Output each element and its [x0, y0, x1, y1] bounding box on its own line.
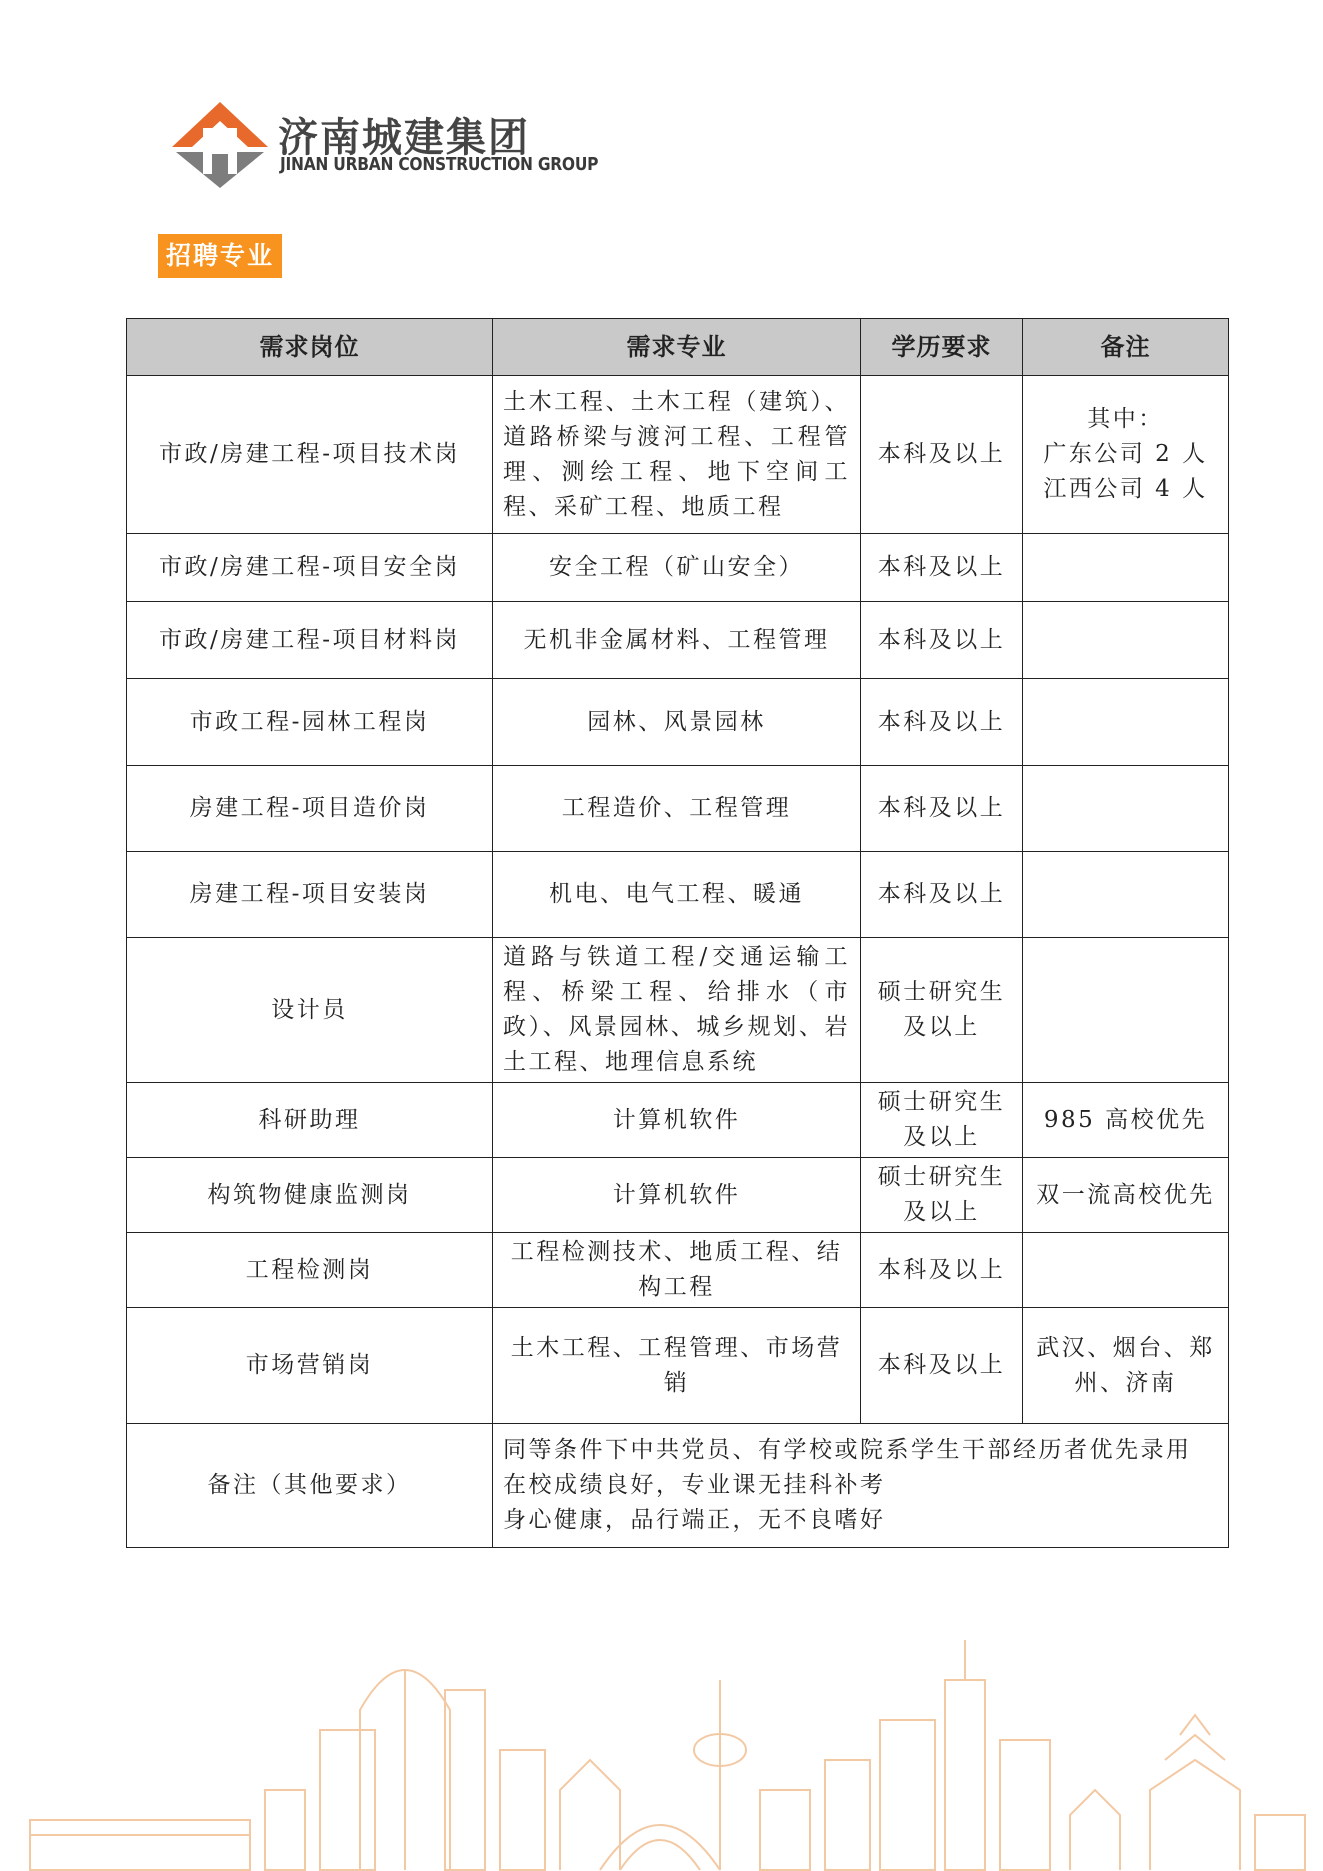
header-major: 需求专业: [493, 319, 861, 376]
education-cell: 本科及以上: [861, 1233, 1023, 1308]
table-row: [127, 1083, 1229, 1158]
major-cell: 计算机软件: [493, 1158, 861, 1233]
table-row: [127, 534, 1229, 602]
section-title: 招聘专业: [158, 234, 282, 278]
remarks-cell: [1023, 766, 1229, 852]
recruitment-table: [126, 318, 1229, 1548]
remarks-cell: [1023, 1233, 1229, 1308]
table-row: [127, 766, 1229, 852]
jinan-urban-construction-logo-icon: [170, 100, 270, 190]
position-cell: 市政/房建工程-项目材料岗: [127, 602, 493, 679]
remarks-cell: 双一流高校优先: [1023, 1158, 1229, 1233]
header-education: 学历要求: [861, 319, 1023, 376]
position-cell: 市政/房建工程-项目技术岗: [127, 376, 493, 534]
remarks-cell: 985 高校优先: [1023, 1083, 1229, 1158]
education-cell: 本科及以上: [861, 1308, 1023, 1424]
table-row: [127, 679, 1229, 766]
major-cell: 安全工程（矿山安全）: [493, 534, 861, 602]
major-cell: 园林、风景园林: [493, 679, 861, 766]
remarks-cell: [1023, 852, 1229, 938]
table-footer-row: [127, 1424, 1229, 1548]
remarks-line: 广东公司 2 人: [1043, 441, 1208, 467]
table-row: [127, 602, 1229, 679]
header-remarks: 备注: [1023, 319, 1229, 376]
table-row: [127, 938, 1229, 1083]
education-cell: 硕士研究生及以上: [861, 1083, 1023, 1158]
education-cell: 硕士研究生及以上: [861, 938, 1023, 1083]
major-cell: 计算机软件: [493, 1083, 861, 1158]
table-row: [127, 1308, 1229, 1424]
position-cell: 市场营销岗: [127, 1308, 493, 1424]
position-cell: 工程检测岗: [127, 1233, 493, 1308]
brand-name-chinese: 济南城建集团: [278, 115, 530, 161]
remarks-line: 其中：: [1087, 406, 1164, 432]
major-cell: 无机非金属材料、工程管理: [493, 602, 861, 679]
education-cell: 本科及以上: [861, 852, 1023, 938]
table-row: [127, 1233, 1229, 1308]
position-cell: 市政/房建工程-项目安全岗: [127, 534, 493, 602]
table-header-row: [127, 319, 1229, 376]
education-cell: 硕士研究生及以上: [861, 1158, 1023, 1233]
major-cell: 工程检测技术、地质工程、结构工程: [493, 1233, 861, 1308]
table-row: [127, 1158, 1229, 1233]
remarks-cell: [1023, 376, 1229, 534]
table-row: [127, 376, 1229, 534]
header-position: 需求岗位: [127, 319, 493, 376]
major-cell: 土木工程、工程管理、市场营销: [493, 1308, 861, 1424]
remarks-cell: [1023, 679, 1229, 766]
company-logo: [170, 100, 599, 190]
city-skyline-illustration: [0, 1640, 1323, 1871]
position-cell: 构筑物健康监测岗: [127, 1158, 493, 1233]
remarks-cell: [1023, 534, 1229, 602]
remarks-cell: [1023, 938, 1229, 1083]
brand-name-english: JINAN URBAN CONSTRUCTION GROUP: [280, 154, 599, 175]
table-row: [127, 852, 1229, 938]
requirement-line: 同等条件下中共党员、有学校或院系学生干部经历者优先录用: [503, 1437, 1192, 1463]
education-cell: 本科及以上: [861, 376, 1023, 534]
requirement-line: 身心健康，品行端正，无不良嗜好: [503, 1507, 886, 1533]
position-cell: 市政工程-园林工程岗: [127, 679, 493, 766]
position-cell: 设计员: [127, 938, 493, 1083]
position-cell: 科研助理: [127, 1083, 493, 1158]
education-cell: 本科及以上: [861, 602, 1023, 679]
footer-label: 备注（其他要求）: [127, 1424, 493, 1548]
requirement-line: 在校成绩良好，专业课无挂科补考: [503, 1472, 886, 1498]
education-cell: 本科及以上: [861, 766, 1023, 852]
position-cell: 房建工程-项目安装岗: [127, 852, 493, 938]
major-cell: 道路与铁道工程/交通运输工程、桥梁工程、给排水（市政）、风景园林、城乡规划、岩土工程、地理信息系统: [493, 938, 861, 1083]
major-cell: 土木工程、土木工程（建筑）、道路桥梁与渡河工程、工程管理、测绘工程、地下空间工程、采矿工程、地质工程: [493, 376, 861, 534]
remarks-line: 江西公司 4 人: [1043, 476, 1208, 502]
remarks-cell: 武汉、烟台、郑州、济南: [1023, 1308, 1229, 1424]
position-cell: 房建工程-项目造价岗: [127, 766, 493, 852]
major-cell: 机电、电气工程、暖通: [493, 852, 861, 938]
footer-requirements: [493, 1424, 1229, 1548]
remarks-cell: [1023, 602, 1229, 679]
education-cell: 本科及以上: [861, 679, 1023, 766]
education-cell: 本科及以上: [861, 534, 1023, 602]
major-cell: 工程造价、工程管理: [493, 766, 861, 852]
